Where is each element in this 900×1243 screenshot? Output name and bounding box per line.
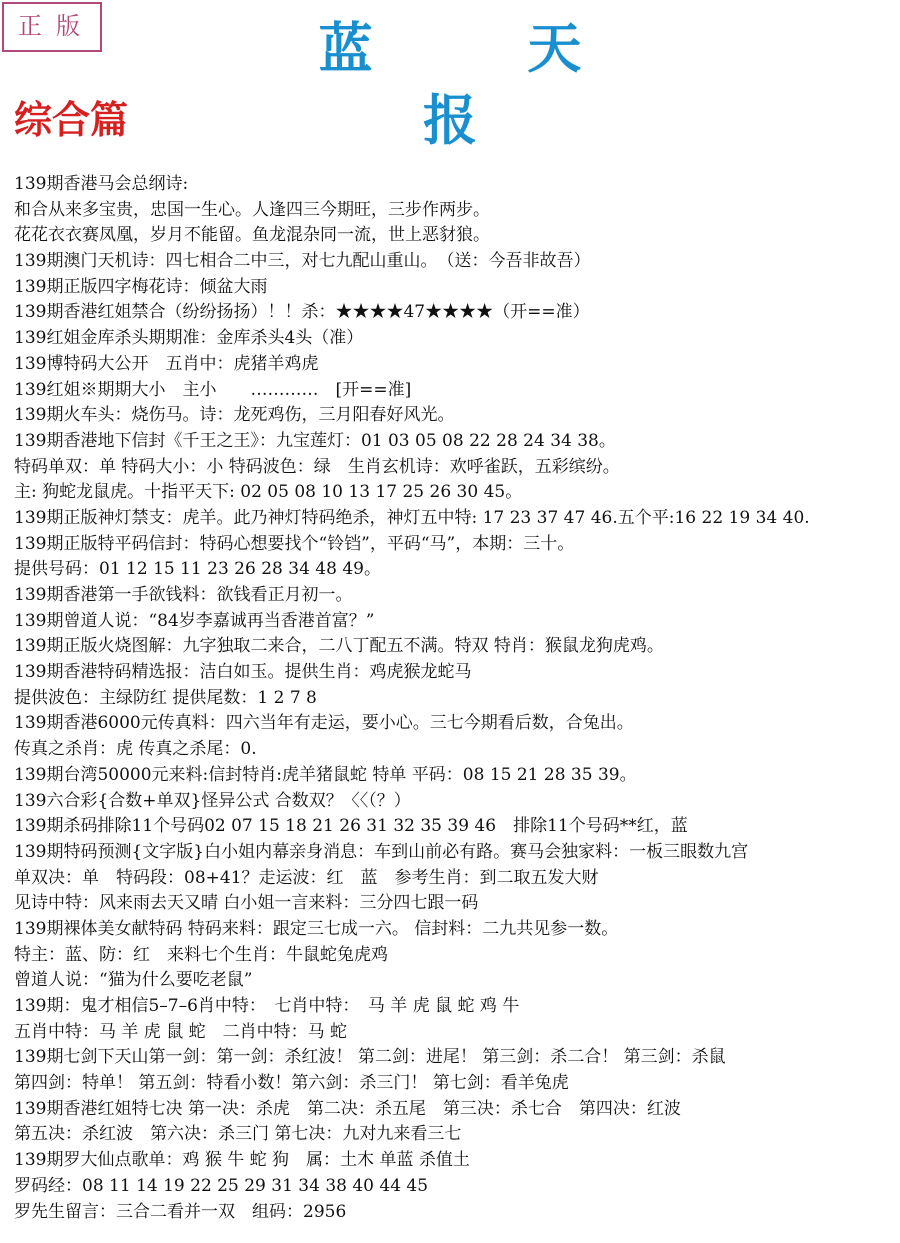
text-line: 139期正版特平码信封：特码心想要找个“铃铛”，平码“马”，本期：三十。 xyxy=(14,533,575,554)
text-line: 139期：鬼才相信5–7–6肖中特： 七肖中特： 马 羊 虎 鼠 蛇 鸡 牛 xyxy=(14,996,520,1016)
text-line: 罗码经：08 11 14 19 22 25 29 31 34 38 40 44 45 xyxy=(14,1175,429,1196)
text-line: 139期香港6000元传真料：四六当年有走运，要小心。三七今期看后数，合兔出。 xyxy=(14,713,634,734)
text-line: 见诗中特：风来雨去天又晴 白小姐一言来料：三分四七跟一码 xyxy=(14,893,479,914)
section-heading: 综合篇 xyxy=(14,97,129,142)
text-line: 提供号码：01 12 15 11 23 26 28 34 48 49。 xyxy=(14,559,381,580)
text-line: 139期正版火烧图解：九字独取二来合，二八丁配五不满。特双 特肖：猴鼠龙狗虎鸡。 xyxy=(14,636,664,657)
text-line: 花花衣衣赛凤凰，岁月不能留。鱼龙混杂同一流，世上恶豺狼。 xyxy=(14,225,490,246)
text-line: 特码单双：单 特码大小：小 特码波色：绿 生肖玄机诗：欢呼雀跃，五彩缤纷。 xyxy=(14,456,620,477)
text-line: 139期香港地下信封《千王之王》：九宝莲灯：01 03 05 08 22 28 24 34 38。 xyxy=(14,430,616,451)
text-line: 139期香港马会总纲诗: xyxy=(14,174,189,194)
text-line: 139期香港第一手欲钱料：欲钱看正月初一。 xyxy=(14,585,353,605)
text-line: 139期香港红姐特七决 第一决：杀虎 第二决：杀五尾 第三决：杀七合 第四决：红波 xyxy=(14,1098,681,1119)
text-line: 139期澳门天机诗：四七相合二中三，对七九配山重山。 （送：今吾非故吾） xyxy=(14,251,591,272)
text-line: 139红姐※期期大小 主小 ………… [开==准] xyxy=(14,379,412,400)
text-line: 139期正版四字梅花诗：倾盆大雨 xyxy=(14,276,268,297)
text-line: 139期杀码排除11个号码02 07 15 18 21 26 31 32 35 39 46 排除11个号码**红，蓝 xyxy=(14,816,688,837)
text-line: 139博特码大公开 五肖中：虎猪羊鸡虎 xyxy=(14,353,319,374)
text-line: 和合从来多宝贵，忠国一生心。人逢四三今期旺，三步作两步。 xyxy=(14,199,490,220)
text-line: 139六合彩{合数+单双}怪异公式 合数双？〈〈（？） xyxy=(14,790,411,811)
text-line: 139期香港红姐禁合（纷纷扬扬）！！杀：★★★★47★★★★（开==准） xyxy=(14,302,590,323)
text-line: 传真之杀肖：虎 传真之杀尾：0. xyxy=(14,739,257,760)
text-line: 139期罗大仙点歌单：鸡 猴 牛 蛇 狗 属：土木 单蓝 杀值土 xyxy=(14,1150,470,1171)
text-line: 139期正版神灯禁支：虎羊。此乃神灯特码绝杀，神灯五中特: 17 23 37 47 46.五个平:16 22 19 34 40. xyxy=(14,507,810,528)
text-line: 主: 狗蛇龙鼠虎。十指平天下: 02 05 08 10 13 17 25 26 30 45。 xyxy=(14,482,523,503)
text-line: 单双决：单 特码段：08+41？走运波：红 蓝 参考生肖：到二取五发大财 xyxy=(14,867,599,888)
text-line: 五肖中特：马 羊 虎 鼠 蛇 二肖中特：马 蛇 xyxy=(14,1021,348,1042)
text-line: 139期七剑下天山第一剑：第一剑：杀红波！ 第二剑：进尾！ 第三剑：杀二合！ 第三剑：杀鼠 xyxy=(14,1047,726,1068)
text-line: 139期曾道人说：“84岁李嘉诚再当香港首富？” xyxy=(14,610,375,631)
edition-badge: 正版 xyxy=(2,2,102,52)
article-body xyxy=(14,172,898,1225)
text-line: 特主：蓝、防：红 来料七个生肖：牛鼠蛇兔虎鸡 xyxy=(14,944,388,965)
text-line: 139期香港特码精选报：洁白如玉。提供生肖：鸡虎猴龙蛇马 xyxy=(14,662,472,683)
text-line: 139期裸体美女献特码 特码来料：跟定三七成一六。 信封料：二九共见参一数。 xyxy=(14,918,619,939)
masthead-title: 蓝 天 报 xyxy=(318,16,650,152)
text-line: 139红姐金库杀头期期准：金库杀头4头（准） xyxy=(14,328,364,349)
text-line: 罗先生留言：三合二看并一双 组码：2956 xyxy=(14,1201,347,1222)
text-line: 第五决：杀红波 第六决：杀三门 第七决：九对九来看三七 xyxy=(14,1124,462,1145)
text-line: 139期火车头：烧伤马。诗：龙死鸡伤，三月阳春好风光。 xyxy=(14,405,455,426)
text-line: 139期台湾50000元来料:信封特肖:虎羊猪鼠蛇 特单 平码：08 15 21 28 35 39。 xyxy=(14,764,637,785)
text-line: 139期特码预测{文字版}白小姐内幕亲身消息：车到山前必有路。赛马会独家料：一板三眼数九宫 xyxy=(14,841,749,862)
text-line: 曾道人说：“猫为什么要吃老鼠” xyxy=(14,970,253,991)
text-line: 第四剑：特单！ 第五剑：特看小数！第六剑：杀三门！ 第七剑：看羊兔虎 xyxy=(14,1073,569,1094)
text-line: 提供波色：主绿防红 提供尾数：1 2 7 8 xyxy=(14,687,317,708)
